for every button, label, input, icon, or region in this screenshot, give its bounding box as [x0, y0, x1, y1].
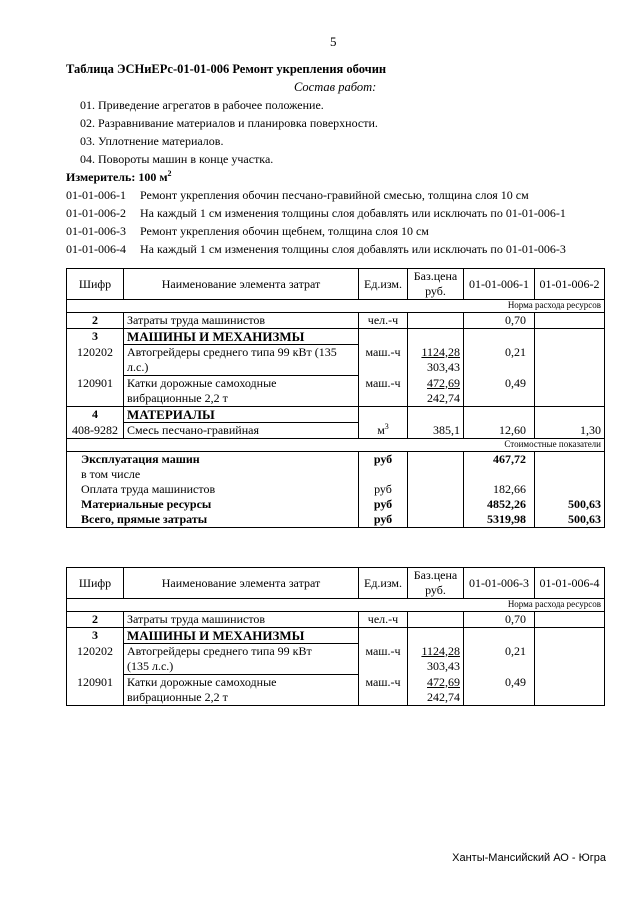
table-row: 120202 Автогрейдеры среднего типа 99 кВт (135 л.с.) маш.-ч 1124,28 303,43 0,21	[67, 644, 605, 675]
code-line	[66, 242, 566, 257]
work-step: 02. Разравнивание материалов и планировка поверхности.	[80, 116, 378, 130]
norm-label: Норма расхода ресурсов	[67, 599, 605, 612]
footer-region: Ханты-Мансийский АО - Югра	[452, 852, 606, 864]
code-line	[66, 206, 566, 221]
table-row: 120901 Катки дорожные самоходные вибрационные 2,2 т маш.-ч 472,69 242,74 0,49	[67, 376, 605, 407]
table-title: Таблица ЭСНиЕРс-01-01-006 Ремонт укрепления обочин	[66, 62, 387, 76]
summary-row: Всего, прямые затраты руб 5319,98 500,63	[67, 512, 605, 528]
header-col2: 01-01-006-2	[535, 269, 605, 300]
work-step: 01. Приведение агрегатов в рабочее положение.	[80, 98, 324, 112]
summary-row: Оплата труда машинистов руб 182,66	[67, 482, 605, 497]
summary-row: в том числе	[67, 467, 605, 482]
header-unit: Ед.изм.	[359, 269, 408, 300]
header-col1: 01-01-006-3	[464, 568, 535, 599]
header-shifr: Шифр	[67, 269, 124, 300]
section-header: 3 МАШИНЫ И МЕХАНИЗМЫ	[67, 329, 605, 345]
header-name: Наименование элемента затрат	[124, 568, 359, 599]
code-description: Ремонт укрепления обочин песчано-гравийной смесью, толщина слоя 10 см	[140, 188, 529, 202]
measure-unit: Измеритель: 100 $м^2$	[66, 169, 172, 184]
table-row: 120202 Автогрейдеры среднего типа 99 кВт (135 л.с.) маш.-ч 1124,28 303,43 0,21	[67, 345, 605, 376]
norm-label: Норма расхода ресурсов	[67, 300, 605, 313]
table-row: 120901 Катки дорожные самоходные вибрационные 2,2 т маш.-ч 472,69 242,74 0,49	[67, 675, 605, 706]
summary-row: Эксплуатация машин руб 467,72	[67, 452, 605, 468]
header-unit: Ед.изм.	[359, 568, 408, 599]
section-header: 4 МАТЕРИАЛЫ	[67, 407, 605, 423]
summary-row: Материальные ресурсы руб 4852,26 500,63	[67, 497, 605, 512]
code-description: На каждый 1 см изменения толщины слоя добавлять или исключать по 01-01-006-1	[140, 206, 566, 220]
code: 01-01-006-2	[66, 206, 126, 220]
composition-heading: Состав работ:	[294, 80, 377, 94]
table-row: 2 Затраты труда машинистов чел.-ч 0,70	[67, 313, 605, 329]
header-price: Баз.цена руб.	[408, 568, 464, 599]
cost-label: Стоимостные показатели	[67, 439, 605, 452]
header-col2: 01-01-006-4	[535, 568, 605, 599]
code-line	[66, 188, 529, 203]
code-description: На каждый 1 см изменения толщины слоя добавлять или исключать по 01-01-006-3	[140, 242, 566, 256]
header-shifr: Шифр	[67, 568, 124, 599]
header-price: Баз.цена руб.	[408, 269, 464, 300]
work-step: 03. Уплотнение материалов.	[80, 134, 224, 148]
code-description: Ремонт укрепления обочин щебнем, толщина слоя 10 см	[140, 224, 429, 238]
table-row: 408-9282 Смесь песчано-гравийная $м^3$ 385,1 12,60 1,30	[67, 423, 605, 439]
table-row: 2 Затраты труда машинистов чел.-ч 0,70	[67, 612, 605, 628]
code: 01-01-006-1	[66, 188, 126, 202]
code-line	[66, 224, 429, 239]
cost-table-1	[66, 268, 605, 528]
code: 01-01-006-4	[66, 242, 126, 256]
work-step: 04. Повороты машин в конце участка.	[80, 152, 274, 166]
code: 01-01-006-3	[66, 224, 126, 238]
page-number: 5	[330, 34, 337, 49]
header-col1: 01-01-006-1	[464, 269, 535, 300]
cost-table-2	[66, 567, 605, 706]
header-name: Наименование элемента затрат	[124, 269, 359, 300]
section-header: 3 МАШИНЫ И МЕХАНИЗМЫ	[67, 628, 605, 644]
